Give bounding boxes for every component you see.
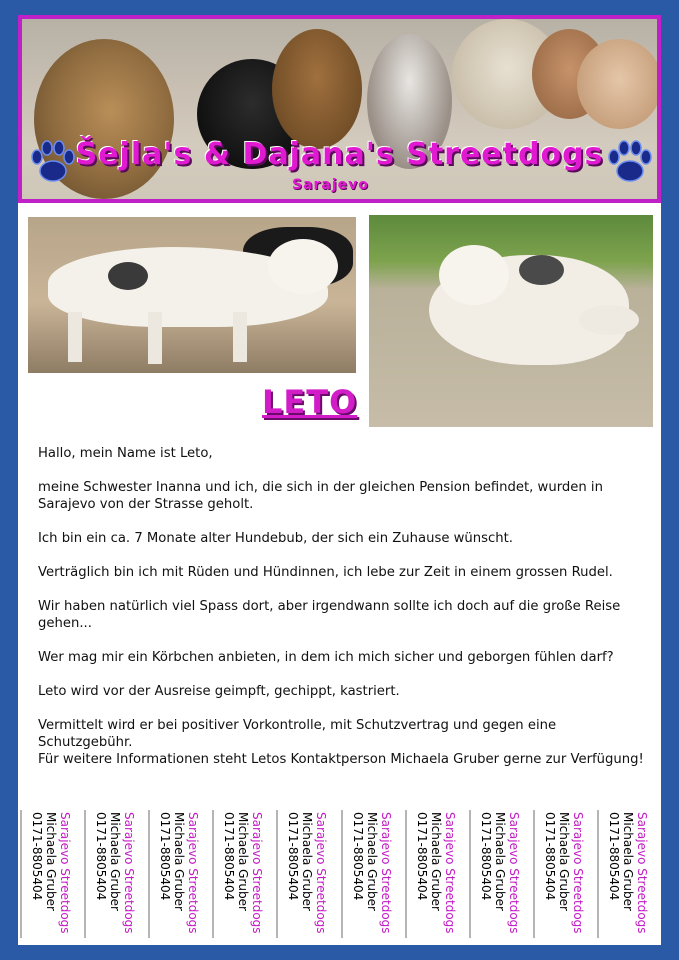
tear-off-line2: Michaela Gruber [108,812,123,911]
tear-off-contact [222,812,264,936]
tear-off-strip[interactable] [469,810,533,938]
tear-off-strip[interactable] [148,810,212,938]
tear-off-line3: 0171-8805404 [158,812,173,901]
tear-off-line2: Michaela Gruber [172,812,187,911]
flyer-page [18,15,661,945]
tear-off-line1: Sarajevo Streetdogs [314,812,329,934]
tear-off-line3: 0171-8805404 [542,812,557,901]
tear-off-contact [94,812,136,936]
dog-name: LETO [262,383,358,421]
tear-off-line1: Sarajevo Streetdogs [58,812,72,934]
paragraph: Hallo, mein Name ist Leto, [38,446,213,461]
tear-off-line3: 0171-8805404 [414,812,429,901]
tear-off-line1: Sarajevo Streetdogs [122,812,137,934]
banner-title: Šejla's & Dajana's Streetdogs [75,137,604,172]
tear-off-line1: Sarajevo Streetdogs [378,812,393,934]
tear-off-line2: Michaela Gruber [556,812,571,911]
tear-off-line3: 0171-8805404 [478,812,493,901]
dog-photo-lying [369,215,653,427]
tear-off-line3: 0171-8805404 [94,812,109,901]
tear-off-line2: Michaela Gruber [428,812,443,911]
tear-off-contact [30,812,72,936]
tear-off-contact [415,812,457,936]
tear-off-line1: Sarajevo Streetdogs [250,812,265,934]
tear-off-line1: Sarajevo Streetdogs [634,812,649,934]
dog-image-7 [577,39,661,129]
tear-off-line2: Michaela Gruber [236,812,251,911]
dog-image-3 [272,29,362,149]
tear-off-line1: Sarajevo Streetdogs [506,812,521,934]
paragraph: Wer mag mir ein Körbchen anbieten, in dem ich mich sicher und geborgen fühlen darf? [38,650,614,665]
dog-photo-standing [28,217,356,373]
tear-off-strips [20,810,661,940]
description [38,445,648,785]
tear-off-strip[interactable] [84,810,148,938]
tear-off-strip[interactable] [341,810,405,938]
tear-off-strip[interactable] [276,810,340,938]
paragraph: Wir haben natürlich viel Spass dort, aber irgendwann sollte ich doch auf die große Reise gehen... [38,599,621,631]
tear-off-line1: Sarajevo Streetdogs [570,812,585,934]
tear-off-line2: Michaela Gruber [364,812,379,911]
tear-off-line3: 0171-8805404 [606,812,621,901]
tear-off-line2: Michaela Gruber [300,812,315,911]
tear-off-strip[interactable] [533,810,597,938]
tear-off-line3: 0171-8805404 [350,812,365,901]
tear-off-line3: 0171-8805404 [286,812,301,901]
paragraph: meine Schwester Inanna und ich, die sich in der gleichen Pension befindet, wurden in Sarajevo von der Strasse geholt. [38,480,603,512]
tear-off-contact [479,812,521,936]
banner-subtitle: Sarajevo [292,177,369,193]
tear-off-contact [158,812,200,936]
paragraph: Ich bin ein ca. 7 Monate alter Hundebub, der sich ein Zuhause wünscht. [38,531,513,546]
tear-off-line2: Michaela Gruber [620,812,635,911]
tear-off-contact [286,812,328,936]
paragraph: Vermittelt wird er bei positiver Vorkontrolle, mit Schutzvertrag und gegen eine Schutzgebühr. [38,718,557,750]
paragraph: Für weitere Informationen steht Letos Kontaktperson Michaela Gruber gerne zur Verfügung! [38,752,644,767]
tear-off-contact [607,812,649,936]
tear-off-line3: 0171-8805404 [222,812,237,901]
tear-off-line2: Michaela Gruber [44,812,58,911]
tear-off-line1: Sarajevo Streetdogs [186,812,201,934]
header-banner [18,15,661,203]
tear-off-contact [351,812,393,936]
tear-off-line2: Michaela Gruber [492,812,507,911]
tear-off-strip[interactable] [597,810,661,938]
tear-off-contact [543,812,585,936]
tear-off-strip[interactable] [20,810,84,938]
tear-off-line1: Sarajevo Streetdogs [442,812,457,934]
paragraph: Leto wird vor der Ausreise geimpft, gechippt, kastriert. [38,684,400,699]
tear-off-strip[interactable] [405,810,469,938]
tear-off-line3: 0171-8805404 [30,812,44,901]
paragraph: Verträglich bin ich mit Rüden und Hündinnen, ich lebe zur Zeit in einem grossen Rudel. [38,565,613,580]
tear-off-strip[interactable] [212,810,276,938]
